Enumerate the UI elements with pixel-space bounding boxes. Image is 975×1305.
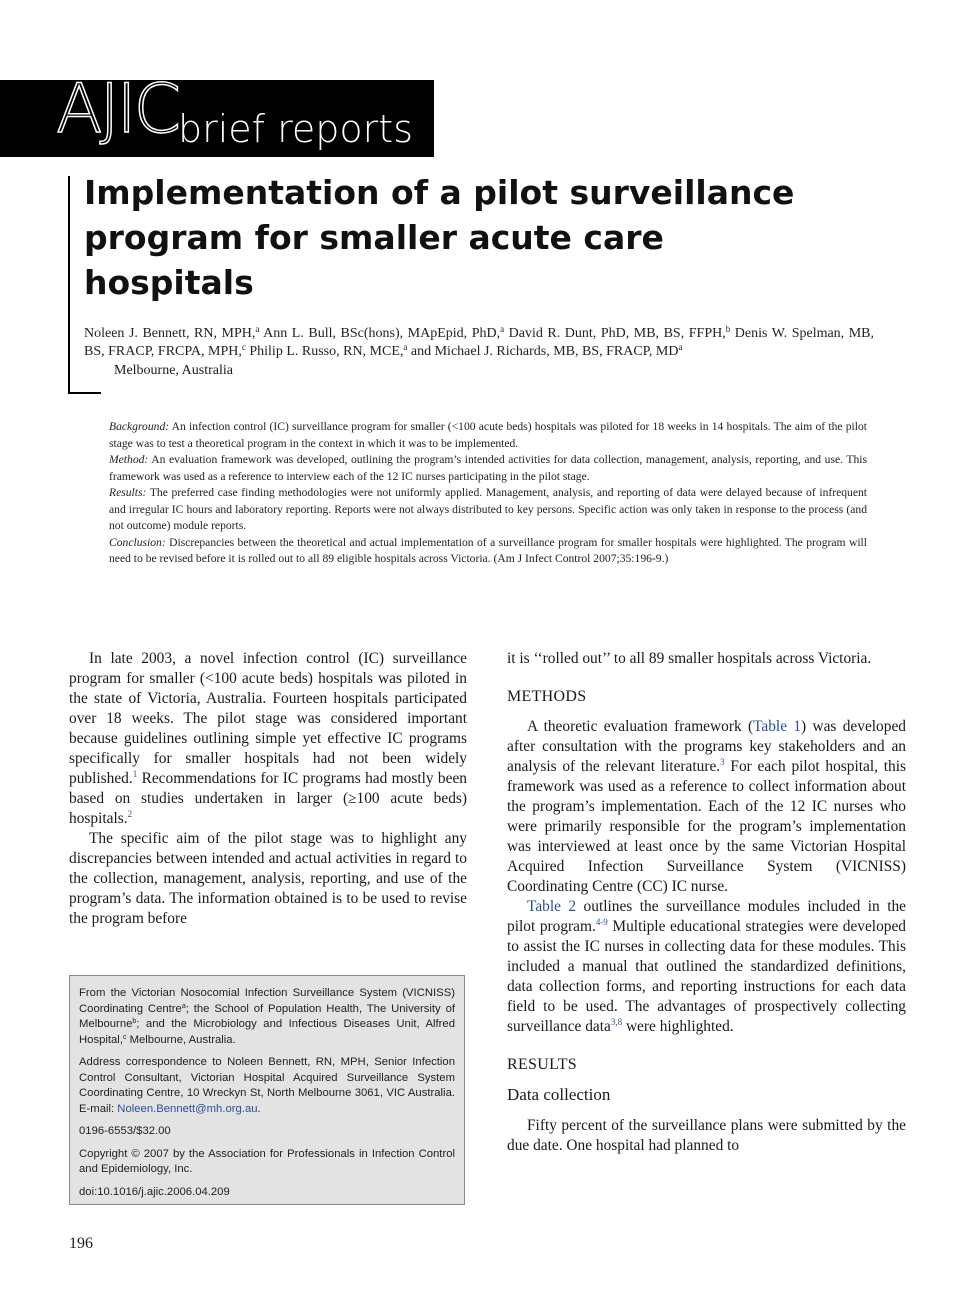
footnote-text: ; the School of Population Health, The University of Melbourne: [79, 1002, 455, 1030]
body-paragraph: [507, 897, 906, 1037]
author-list: [84, 325, 874, 361]
email-link[interactable]: Noleen.Bennett@mh.org.au: [117, 1102, 258, 1115]
author-location: Melbourne, Australia: [114, 363, 233, 378]
author-name: Philip L. Russo, RN, MCE,: [245, 344, 404, 359]
affiliation-mark: a: [403, 342, 408, 352]
body-column-right: [507, 649, 906, 1156]
footnote-text: ; and the Microbiology and Infectious Diseases Unit, Alfred Hospital,: [79, 1018, 455, 1046]
affiliation-mark: a: [500, 324, 505, 334]
author-name: and Michael J. Richards, MB, BS, FRACP, MD: [407, 344, 679, 359]
table-link[interactable]: Table 1: [753, 718, 802, 735]
affiliation-mark: c: [241, 342, 246, 352]
abstract-label: Background:: [109, 420, 170, 433]
title-rule: [68, 176, 70, 394]
abstract-label: Conclusion:: [109, 535, 166, 549]
abstract-method: [109, 452, 867, 485]
copyright-note: Copyright © 2007 by the Association for Professionals in Infection Control and Epidemiology, Inc.: [79, 1147, 455, 1175]
body-text: were highlighted.: [622, 1018, 734, 1035]
doi-note: doi:10.1016/j.ajic.2006.04.209: [79, 1185, 230, 1198]
affiliation-mark: c: [122, 1033, 127, 1041]
journal-logo: AJIC: [56, 80, 179, 149]
body-paragraph: Fifty percent of the surveillance plans were submitted by the due date. One hospital had planned to: [507, 1117, 906, 1154]
author-name: Noleen J. Bennett, RN, MPH,: [84, 326, 256, 341]
section-heading-results: RESULTS: [507, 1056, 577, 1073]
footnote-text: Melbourne, Australia.: [126, 1033, 236, 1046]
section-heading-methods: METHODS: [507, 688, 587, 705]
body-text: ) was developed after consultation with the programs key stakeholders and an analysis of the relevant literature.: [507, 718, 906, 775]
abstract-text: The preferred case finding methodologies were not uniformly applied. Management, analysis, and reporting of data were delayed because of infrequent and irregular IC hours and laboratory reporting. Reports were not always distributed to key persons. Specific action was only taken in response to the process (and not outcome) module reports.: [109, 486, 867, 532]
section-label: brief reports: [178, 107, 413, 151]
body-paragraph: [507, 717, 906, 897]
abstract-conclusion: [109, 535, 867, 568]
affiliation-note: [79, 986, 455, 1048]
issn-note: 0196-6553/$32.00: [79, 1125, 171, 1137]
title-rule-foot: [68, 392, 101, 394]
journal-banner: [0, 80, 434, 157]
body-text: Multiple educational strategies were developed to assist the IC nurses in collecting data for these modules. This included a manual that outlined the standardized definitions, data collection forms, and reporting instructions for each data field to be used. The advantages of prospectively collecting surveillance data: [507, 918, 907, 1035]
footnote-text: .: [257, 1102, 261, 1115]
author-name: Ann L. Bull, BSc(hons), MApEpid, PhD,: [259, 326, 501, 341]
body-text: A theoretic evaluation framework (: [527, 718, 754, 735]
citation-link[interactable]: 1: [132, 769, 138, 779]
citation-link[interactable]: 2: [127, 809, 133, 819]
abstract-results: [109, 485, 867, 535]
table-link[interactable]: Table 2: [527, 898, 577, 915]
affiliation-mark: b: [132, 1018, 137, 1025]
abstract-label: Results:: [109, 486, 147, 499]
footnote-text: Address correspondence to Noleen Bennett, RN, MPH, Senior Infection Control Consultant, Victorian Hospital Acquired Surveillance System Coordinating Centre, 10 Wreckyn St, North Melbourne 3061, VIC Australia. E-mail:: [79, 1056, 455, 1115]
body-column-left: [69, 649, 467, 929]
abstract-text: Discrepancies between the theoretical and actual implementation of a surveillance program for smaller hospitals were highlighted. The program will need to be revised before it is rolled out to all 89 eligible hospitals across Victoria. (Am J Infect Control 2007;35:196-9.): [109, 535, 867, 565]
article-title: Implementation of a pilot surveillance program for smaller acute care hospitals: [84, 173, 795, 302]
footnote-text: From the Victorian Nosocomial Infection Surveillance System (VICNISS) Coordinating Centre: [79, 987, 455, 1015]
subsection-heading-data-collection: Data collection: [507, 1085, 611, 1104]
affiliation-mark: b: [725, 324, 731, 334]
affiliation-mark: a: [678, 342, 683, 352]
citation-link[interactable]: 3,8: [610, 1017, 623, 1027]
affiliation-footnote-box: [69, 975, 465, 1205]
author-name: Denis W. Spelman, MB, BS, FRACP, FRCPA, MPH,: [84, 326, 875, 359]
body-text: In late 2003, a novel infection control (IC) surveillance program for smaller (<100 acute beds) hospitals was piloted in the state of Victoria, Australia. Fourteen hospitals participated over 18 weeks. The pilot stage was considered important because guidelines outlining simple yet effective IC programs specifically for smaller hospitals had not been widely published.: [69, 650, 467, 787]
body-paragraph: it is ‘‘rolled out’’ to all 89 smaller hospitals across Victoria.: [507, 650, 872, 667]
page-number: 196: [69, 1235, 93, 1252]
author-name: David R. Dunt, PhD, MB, BS, FFPH,: [504, 326, 726, 341]
affiliation-mark: a: [255, 324, 260, 334]
abstract-label: Method:: [109, 453, 149, 466]
abstract: [109, 419, 867, 568]
body-text: For each pilot hospital, this framework was used as a reference to collect information about the program’s implementation. Each of the 12 IC nurses who were primarily responsible for the program’s implementation was interviewed at least once by the same Victorian Hospital Acquired Infection Surveillance System (VICNISS) Coordinating Centre (CC) IC nurse.: [507, 758, 906, 895]
affiliation-mark: a: [181, 1002, 186, 1010]
body-paragraph: The specific aim of the pilot stage was to highlight any discrepancies between intended and actual activities in regard to the collection, management, analysis, reporting, and use of the program’s data. The information obtained is to be used to revise the program before: [69, 830, 467, 927]
citation-link[interactable]: 4-9: [595, 917, 608, 927]
body-text: Recommendations for IC programs had mostly been based on studies undertaken in larger (≥100 acute beds) hospitals.: [69, 770, 467, 827]
body-paragraph: [69, 649, 467, 829]
abstract-text: An evaluation framework was developed, outlining the program’s intended activities for data collection, management, analysis, reporting, and use. This framework was used as a reference to interview each of the 12 IC nurses participating in the pilot stage.: [109, 453, 867, 483]
abstract-text: An infection control (IC) surveillance program for smaller (<100 acute beds) hospitals was piloted for 18 weeks in 14 hospitals. The aim of the pilot stage was to test a theoretical program in the context in which it was to be implemented.: [109, 420, 867, 450]
correspondence-note: [79, 1055, 455, 1117]
citation-link[interactable]: 3: [720, 757, 725, 767]
abstract-background: [109, 419, 867, 452]
body-text: outlines the surveillance modules included in the pilot program.: [507, 898, 906, 935]
